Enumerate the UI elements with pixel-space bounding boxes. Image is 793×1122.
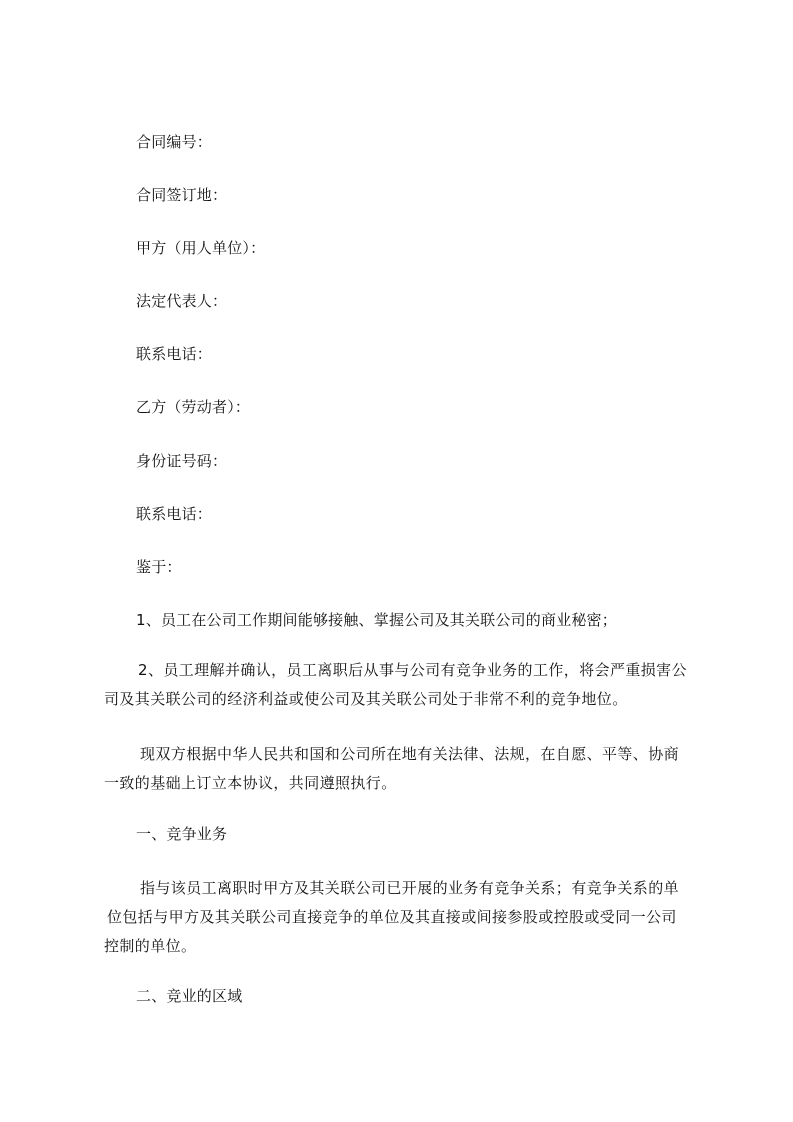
party-b-label: 乙方（劳动者）： xyxy=(136,398,251,416)
whereas-heading: 鉴于： xyxy=(136,558,182,576)
section-1-line-1: 指与该员工离职时甲方及其关联公司已开展的业务有竞争关系；有竞争关系的单 xyxy=(140,879,680,897)
agreement-line-2: 一致的基础上订立本协议，共同遵照执行。 xyxy=(104,774,397,792)
legal-representative-label: 法定代表人： xyxy=(136,292,228,310)
whereas-item-1: 1、员工在公司工作期间能够接触、掌握公司及其关联公司的商业秘密； xyxy=(136,611,617,629)
agreement-paragraph xyxy=(104,740,679,798)
signing-place-label: 合同签订地： xyxy=(136,186,228,204)
party-a-label: 甲方（用人单位）： xyxy=(136,239,266,257)
id-number-label: 身份证号码： xyxy=(136,452,228,470)
whereas-item-2-line-1: 2、员工理解并确认，员工离职后从事与公司有竞争业务的工作，将会严重损害公 xyxy=(138,661,687,679)
section-1-line-3: 控制的单位。 xyxy=(104,937,197,955)
section-1-heading: 一、竞争业务 xyxy=(136,825,228,843)
contract-number-label: 合同编号： xyxy=(136,133,213,151)
section-1-paragraph xyxy=(104,874,679,961)
party-a-phone-label: 联系电话： xyxy=(136,345,213,363)
section-1-line-2: 位包括与甲方及其关联公司直接竞争的单位及其直接或间接参股或控股或受同一公司 xyxy=(107,908,677,926)
section-2-heading: 二、竞业的区域 xyxy=(136,987,243,1005)
agreement-line-1: 现双方根据中华人民共和国和公司所在地有关法律、法规，在自愿、平等、协商 xyxy=(140,745,680,763)
party-b-phone-label: 联系电话： xyxy=(136,505,213,523)
whereas-item-2 xyxy=(104,656,687,714)
whereas-item-2-line-2: 司及其关联公司的经济利益或使公司及其关联公司处于非常不利的竞争地位。 xyxy=(104,690,628,708)
